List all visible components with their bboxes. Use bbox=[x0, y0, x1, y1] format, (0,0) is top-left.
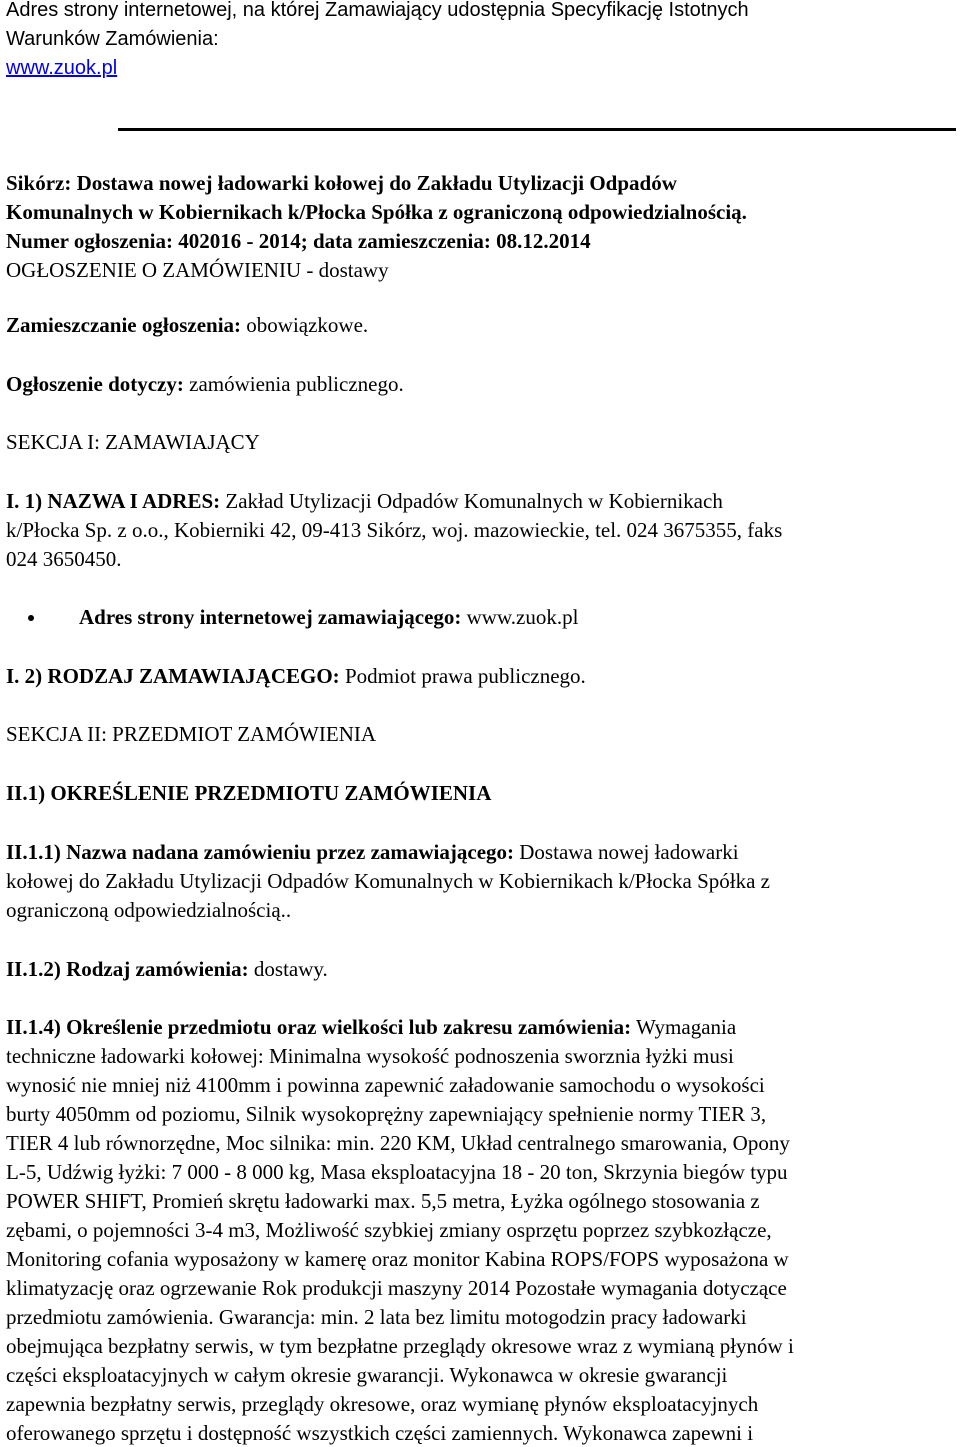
bullet-icon bbox=[28, 615, 34, 621]
contract-kind-value: dostawy. bbox=[248, 957, 328, 981]
contract-name-line-2: kołowej do Zakładu Utylizacji Odpadów Komunalnych w Kobiernikach k/Płocka Spółka z bbox=[6, 869, 770, 893]
contract-kind-label: II.1.2) Rodzaj zamówienia: bbox=[6, 957, 249, 981]
description-line: L-5, Udźwig łyżki: 7 000 - 8 000 kg, Masa eksploatacyjna 18 - 20 ton, Skrzynia biegów typu bbox=[6, 1160, 788, 1184]
description-line: Wymagania bbox=[631, 1015, 737, 1039]
title-line-1: Sikórz: Dostawa nowej ładowarki kołowej do Zakładu Utylizacji Odpadów bbox=[6, 171, 677, 195]
contract-name-line-1: Dostawa nowej ładowarki bbox=[514, 840, 739, 864]
title-line-2: Komunalnych w Kobiernikach k/Płocka Spółka z ograniczoną odpowiedzialnością. bbox=[6, 200, 747, 224]
section-2-heading-text: SEKCJA II: PRZEDMIOT ZAMÓWIENIA bbox=[6, 722, 377, 746]
placement-value: obowiązkowe. bbox=[241, 313, 369, 337]
contract-kind-field bbox=[6, 955, 954, 984]
notice-title bbox=[6, 169, 954, 285]
concerns-label: Ogłoszenie dotyczy: bbox=[6, 372, 184, 396]
website-value: www.zuok.pl bbox=[461, 605, 579, 629]
notice-subtitle: OGŁOSZENIE O ZAMÓWIENIU - dostawy bbox=[6, 258, 389, 282]
description-line: klimatyzację oraz ogrzewanie Rok produkcji maszyny 2014 Pozostałe wymagania dotyczące bbox=[6, 1276, 787, 1300]
concerns-field bbox=[6, 370, 954, 399]
description-line: techniczne ładowarki kołowej: Minimalna wysokość podnoszenia sworznia łyżki musi bbox=[6, 1044, 734, 1068]
subject-subheading bbox=[6, 779, 954, 808]
description-line: obejmująca bezpłatny serwis, w tym bezpłatne przeglądy okresowe wraz z wymianą płynów i bbox=[6, 1334, 794, 1358]
placement-label: Zamieszczanie ogłoszenia: bbox=[6, 313, 242, 337]
description-line: zapewnia bezpłatny serwis, przeglądy okresowe, oraz wymianę płynów eksploatacyjnych bbox=[6, 1392, 759, 1416]
description-line: wynosić nie mniej niż 4100mm i powinna zapewnić załadowanie samochodu o wysokości bbox=[6, 1073, 765, 1097]
authority-type-value: Podmiot prawa publicznego. bbox=[339, 664, 586, 688]
name-address-label: I. 1) NAZWA I ADRES: bbox=[6, 489, 221, 513]
description-line: zębami, o pojemności 3-4 m3, Możliwość szybkiej zmiany osprzętu poprzez szybkozłącze, bbox=[6, 1218, 772, 1242]
subject-subheading-text: II.1) OKREŚLENIE PRZEDMIOTU ZAMÓWIENIA bbox=[6, 781, 492, 805]
description-label: II.1.4) Określenie przedmiotu oraz wielkości lub zakresu zamówienia: bbox=[6, 1015, 632, 1039]
name-address-line-3: 024 3650450. bbox=[6, 547, 122, 571]
placement-field bbox=[6, 311, 954, 340]
contracting-authority-address bbox=[6, 487, 954, 574]
header-line-1: Adres strony internetowej, na której Zamawiający udostępnia Specyfikację Istotnych bbox=[6, 0, 749, 21]
name-address-line-2: k/Płocka Sp. z o.o., Kobierniki 42, 09-413 Sikórz, woj. mazowieckie, tel. 024 3675355, faks bbox=[6, 518, 783, 542]
description-line: POWER SHIFT, Promień skrętu ładowarki max. 5,5 metra, Łyżka ogólnego stosowania z bbox=[6, 1189, 760, 1213]
horizontal-rule bbox=[118, 128, 956, 131]
subject-description bbox=[6, 1013, 954, 1447]
header-line-2: Warunków Zamówienia: bbox=[6, 28, 219, 50]
description-line: oferowanego sprzętu i dostępność wszystkich części zamiennych. Wykonawca zapewni i bbox=[6, 1421, 754, 1445]
description-line: burty 4050mm od poziomu, Silnik wysokoprężny zapewniający spełnienie normy TIER 3, bbox=[6, 1102, 767, 1126]
contract-name-line-3: ograniczoną odpowiedzialnością.. bbox=[6, 898, 292, 922]
contract-name-label: II.1.1) Nazwa nadana zamówieniu przez zamawiającego: bbox=[6, 840, 515, 864]
authority-type-label: I. 2) RODZAJ ZAMAWIAJĄCEGO: bbox=[6, 664, 340, 688]
website-bullet-item bbox=[28, 603, 954, 632]
authority-type-field bbox=[6, 662, 954, 691]
section-1-heading-text: SEKCJA I: ZAMAWIAJĄCY bbox=[6, 430, 260, 454]
description-line: przedmiotu zamówienia. Gwarancja: min. 2 lata bez limitu motogodzin pracy ładowarki bbox=[6, 1305, 747, 1329]
website-label: Adres strony internetowej zamawiającego: bbox=[79, 605, 462, 629]
name-address-line-1: Zakład Utylizacji Odpadów Komunalnych w Kobiernikach bbox=[220, 489, 723, 513]
description-line: TIER 4 lub równorzędne, Moc silnika: min. 220 KM, Układ centralnego smarowania, Opony bbox=[6, 1131, 790, 1155]
notice-number: Numer ogłoszenia: 402016 - 2014; data zamieszczenia: 08.12.2014 bbox=[6, 229, 591, 253]
description-line: części eksploatacyjnych w całym okresie gwarancji. Wykonawca w okresie gwarancji bbox=[6, 1363, 728, 1387]
siwz-url-link[interactable]: www.zuok.pl bbox=[6, 57, 118, 79]
siwz-address-intro bbox=[6, 0, 954, 83]
concerns-value: zamówienia publicznego. bbox=[183, 372, 404, 396]
description-line: Monitoring cofania wyposażony w kamerę oraz monitor Kabina ROPS/FOPS wyposażona w bbox=[6, 1247, 789, 1271]
contract-name-field bbox=[6, 838, 954, 925]
section-1-heading bbox=[6, 428, 954, 457]
section-2-heading bbox=[6, 720, 954, 749]
